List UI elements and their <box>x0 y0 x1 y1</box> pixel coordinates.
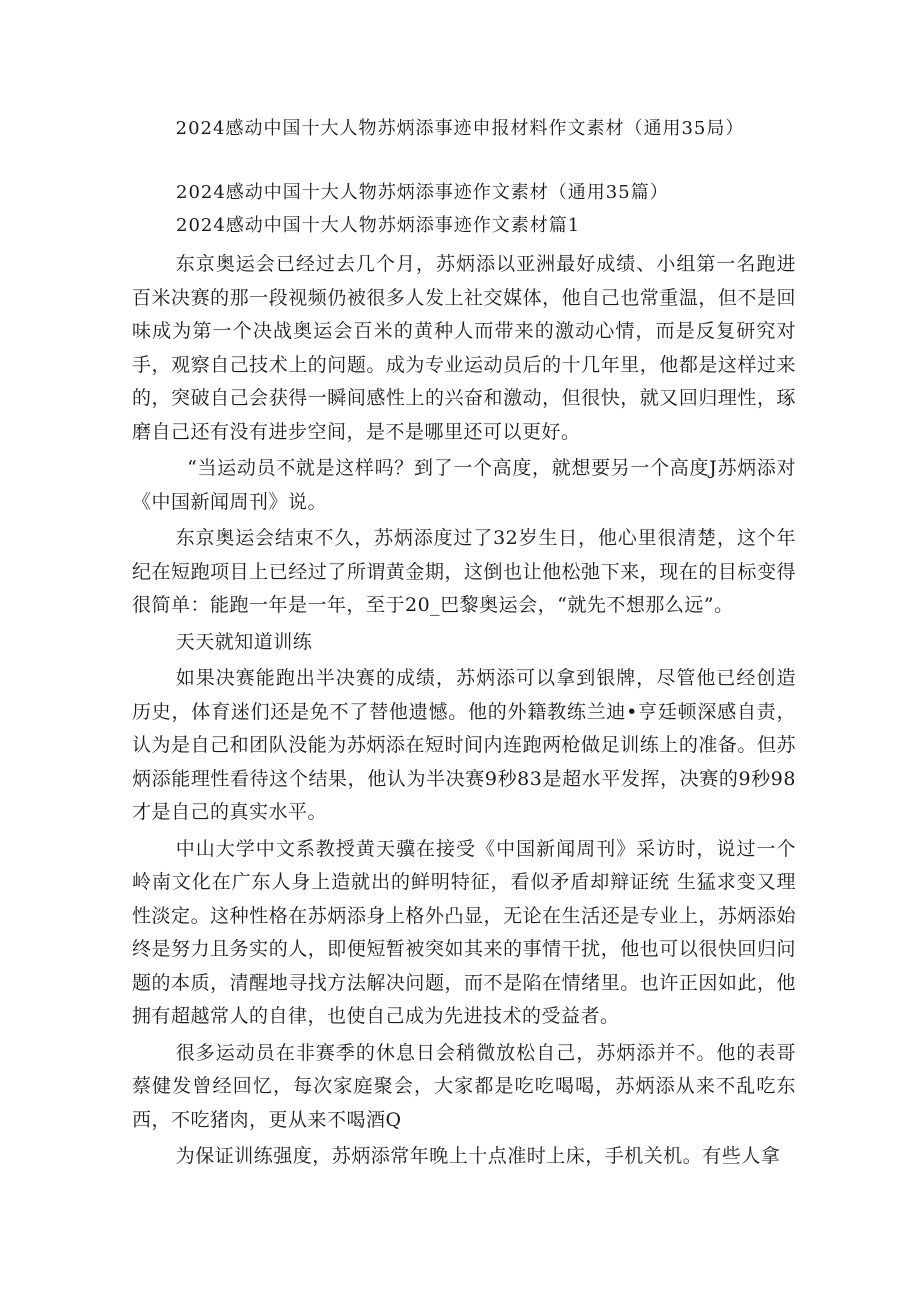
paragraph: 很多运动员在非赛季的休息日会稍微放松自己，苏炳添并不。他的表哥蔡健发曾经回忆，每次家庭聚会，大家都是吃吃喝喝，苏炳添从来不乱吃东西，不吃猪肉，更从来不喝酒Q <box>132 1041 796 1131</box>
paragraph: 中山大学中文系教授黄天骥在接受《中国新闻周刊》采访时，说过一个岭南文化在广东人身上造就出的鲜明特征，看似矛盾却辩证统 生猛求变又理性淡定。这种性格在苏炳添身上格外凸显，无论在生活还是专业上，苏炳添始终是努力且务实的人，即便短暂被突如其来的事情干扰，他也可以很快回归问题的本质，清醒地寻找方法解决问题，而不是陷在情绪里。也许正因如此，他拥有超越常人的自律，也使自己成为先进技术的受益者。 <box>132 837 796 1027</box>
paragraph: 为保证训练强度，苏炳添常年晚上十点准时上床，手机关机。有些人拿 <box>175 1145 781 1167</box>
paragraph: 东京奥运会结束不久，苏炳添度过了32岁生日，他心里很清楚，这个年纪在短跑项目上已经过了所谓黄金期，这倒也让他松弛下来，现在的目标变得很简单：能跑一年是一年，至于20_巴黎奥运会，“就先不想那么远”。 <box>132 527 796 616</box>
document-subtitle: 2024感动中国十大人物苏炳添事迹作文素材（通用35篇） <box>176 182 669 203</box>
paragraph: 如果决赛能跑出半决赛的成绩，苏炳添可以拿到银牌，尽管他已经创造历史，体育迷们还是免不了替他遗憾。他的外籍教练兰迪•亨廷顿深感自责，认为是自己和团队没能为苏炳添在短时间内连跑两枪做足训练上的准备。但苏炳添能理性看待这个结果，他认为半决赛9秒83是超水平发挥，决赛的9秒98才是自己的真实水平。 <box>132 667 796 823</box>
section-heading: 天天就知道训练 <box>175 630 313 653</box>
section-title: 2024感动中国十大人物苏炳添事迹作文素材篇1 <box>176 215 581 236</box>
document-title: 2024感动中国十大人物苏炳添事迹申报材料作文素材（通用35局） <box>175 118 745 139</box>
document-body <box>132 248 796 1177</box>
paragraph: “当运动员不就是这样吗？到了一个高度，就想要另一个高度J苏炳添对《中国新闻周刊》说。 <box>132 457 796 513</box>
paragraph: 东京奥运会已经过去几个月，苏炳添以亚洲最好成绩、小组第一名跑进百米决赛的那一段视频仍被很多人发上社交媒体，他自己也常重温，但不是回味成为第一个决战奥运会百米的黄种人而带来的激动心情，而是反复研究对手，观察自己技术上的问题。成为专业运动员后的十几年里，他都是这样过来的，突破自己会获得一瞬间感性上的兴奋和激动，但很快，就又回归理性，琢磨自己还有没有进步空间，是不是哪里还可以更好。 <box>132 253 796 443</box>
